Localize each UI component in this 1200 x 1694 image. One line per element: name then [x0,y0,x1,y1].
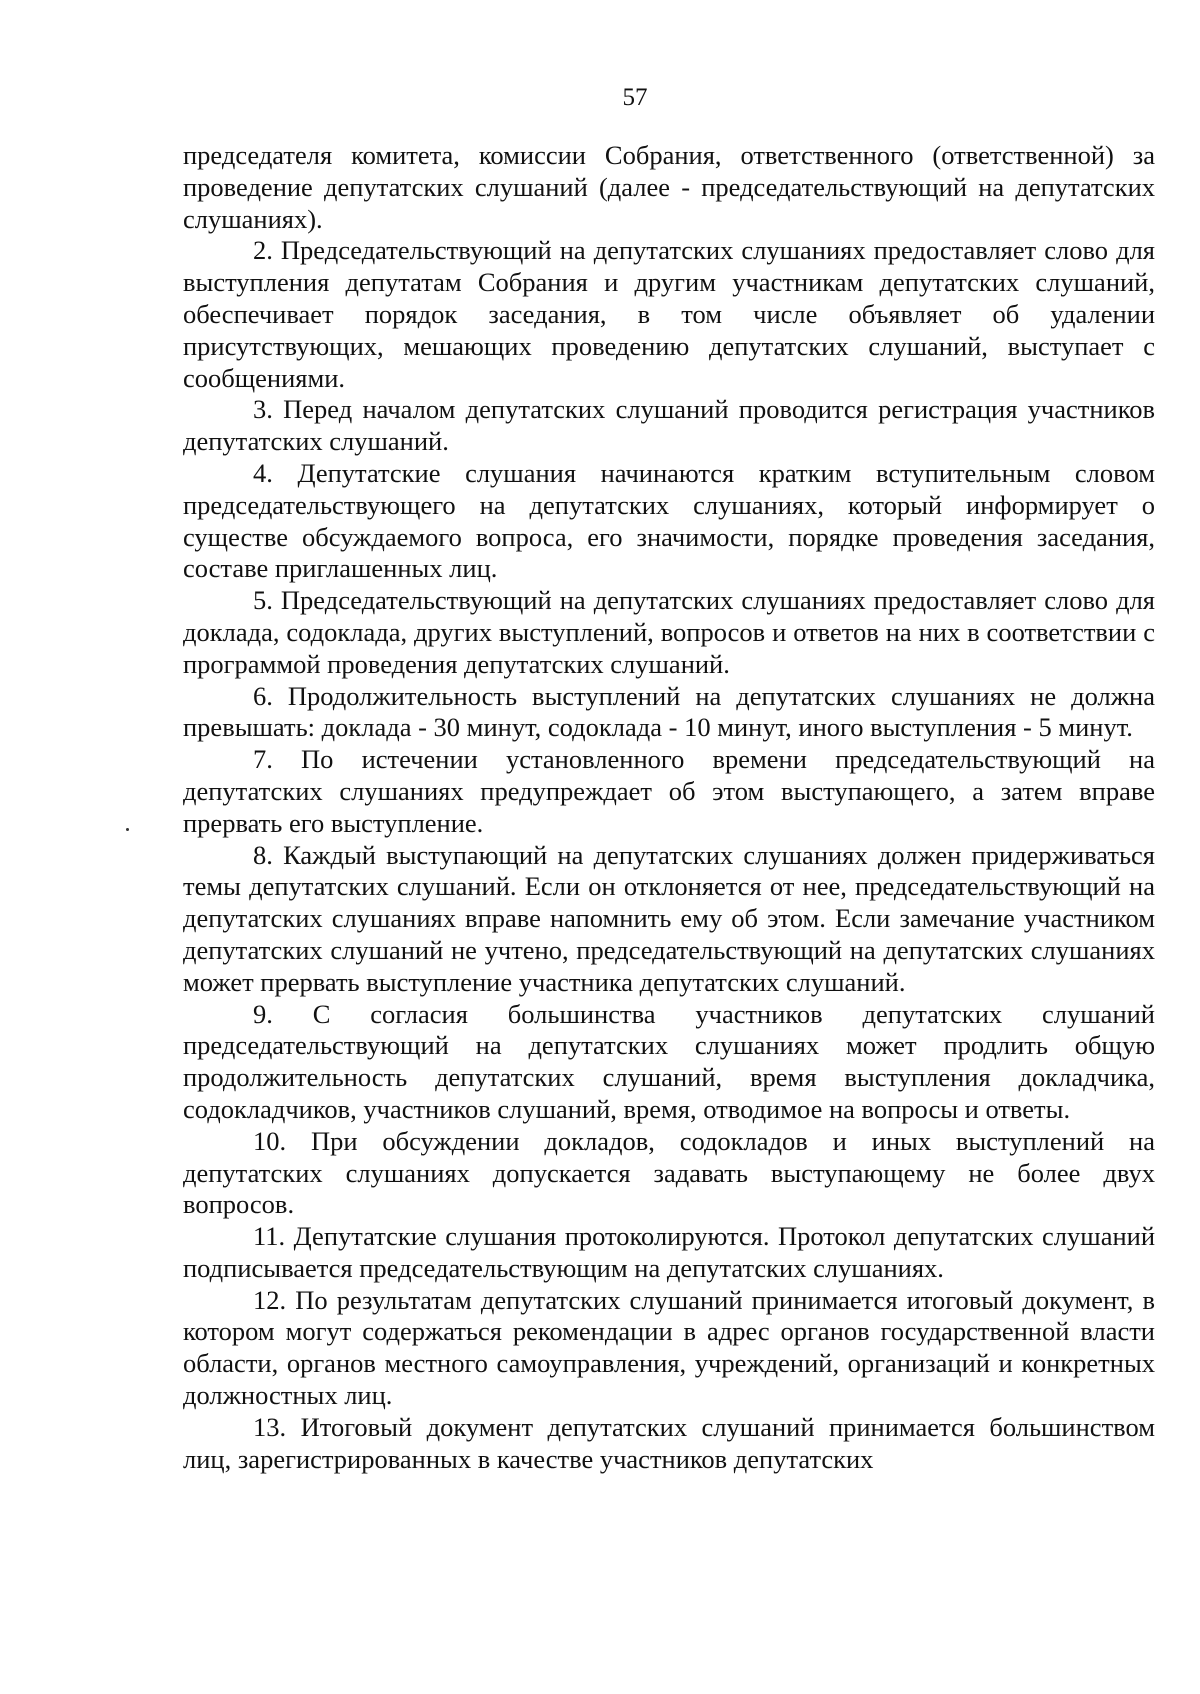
paragraph-2: 2. Председательствующий на депутатских слушаниях предоставляет слово для выступления депутатам Собрания и другим участникам депутатских слушаний, обеспечивает порядок заседания, в том числе объявляет об удалении присутствующих, мешающих проведению депутатских слушаний, выступает с сообщениями. [183,235,1155,393]
scan-speck [126,828,129,831]
paragraph-3: 3. Перед началом депутатских слушаний проводится регистрация участников депутатских слушаний. [183,394,1155,457]
paragraph-8: 8. Каждый выступающий на депутатских слушаниях должен придерживаться темы депутатских слушаний. Если он отклоняется от нее, председательствующий на депутатских слушаниях вправе напомнить ему об этом. Если замечание участником депутатских слушаний не учтено, председательствующий на депутатских слушаниях может прервать выступление участника депутатских слушаний. [183,839,1155,997]
paragraph-4: 4. Депутатские слушания начинаются кратким вступительным словом председательствующего на депутатских слушаниях, который информирует о существе обсуждаемого вопроса, его значимости, порядке проведения заседания, составе приглашенных лиц. [183,457,1155,584]
document-body [183,140,1155,1475]
paragraph-6: 6. Продолжительность выступлений на депутатских слушаниях не должна превышать: доклада - 30 минут, содоклада - 10 минут, иного выступления - 5 минут. [183,680,1155,743]
paragraph-9: 9. С согласия большинства участников депутатских слушаний председательствующий на депутатских слушаниях может продлить общую продолжительность депутатских слушаний, время выступления докладчика, содокладчиков, участников слушаний, время, отводимое на вопросы и ответы. [183,998,1155,1124]
paragraph-10: 10. При обсуждении докладов, содокладов и иных выступлений на депутатских слушаниях допускается задавать выступающему не более двух вопросов. [183,1125,1155,1220]
paragraph-5: 5. Председательствующий на депутатских слушаниях предоставляет слово для доклада, содоклада, других выступлений, вопросов и ответов на них в соответствии с программой проведения депутатских слушаний. [183,585,1155,679]
paragraph-12: 12. По результатам депутатских слушаний принимается итоговый документ, в котором могут содержаться рекомендации в адрес органов государственной власти области, органов местного самоуправления, учреждений, организаций и конкретных должностных лиц. [183,1284,1155,1411]
paragraph-13: 13. Итоговый документ депутатских слушаний принимается большинством лиц, зарегистрированных в качестве участников депутатских [183,1411,1155,1474]
paragraph-11: 11. Депутатские слушания протоколируются. Протокол депутатских слушаний подписывается председательствующим на депутатских слушаниях. [183,1221,1155,1283]
page-number: 57 [622,84,648,111]
paragraph-continuation: председателя комитета, комиссии Собрания, ответственного (ответственной) за проведение депутатских слушаний (далее - председательствующий на депутатских слушаниях). [183,140,1155,234]
paragraph-7: 7. По истечении установленного времени председательствующий на депутатских слушаниях предупреждает об этом выступающего, а затем вправе прервать его выступление. [183,744,1155,838]
